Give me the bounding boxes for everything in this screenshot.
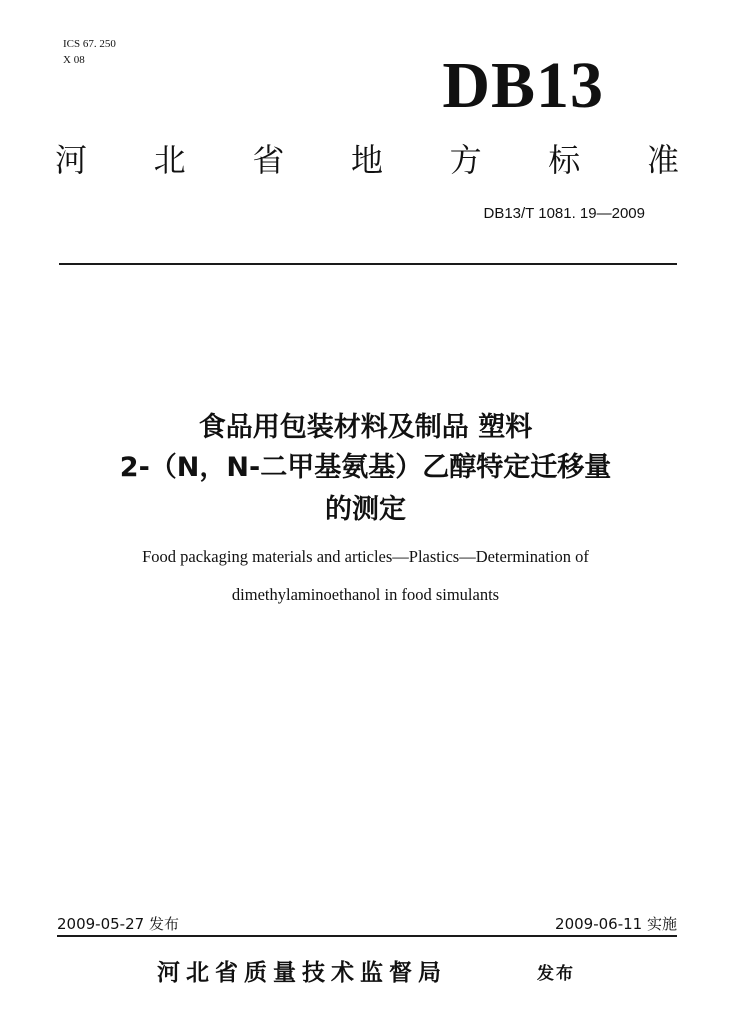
chinese-title-line-1: 食品用包装材料及制品 塑料 [198, 412, 533, 443]
standard-type-char: 北 [153, 141, 186, 179]
standard-type-char: 标 [548, 141, 581, 179]
ics-code: ICS 67. 250 [63, 38, 116, 50]
footer-divider [57, 935, 677, 937]
english-title-line-1: Food packaging materials and articles—Plastics—Determination of [142, 547, 589, 566]
classification-codes [63, 38, 116, 70]
standard-type-char: 省 [252, 141, 285, 179]
english-title-line-2: dimethylaminoethanol in food simulants [231, 585, 500, 604]
chinese-title-line-3: 的测定 [325, 494, 406, 525]
publish-date: 2009-05-27 发布 [57, 915, 179, 933]
issuer-action: 发布 [537, 964, 575, 984]
db-mark: DB13 [442, 49, 604, 122]
standard-number: DB13/T 1081. 19—2009 [483, 205, 645, 222]
standard-type-char: 准 [646, 141, 679, 179]
header-divider [59, 263, 677, 265]
implement-date: 2009-06-11 实施 [555, 915, 677, 933]
category-code: X 08 [63, 54, 85, 66]
standard-type-heading [55, 140, 679, 180]
standard-type-char: 方 [449, 141, 482, 179]
issuing-authority: 河北省质量技术监督局 [157, 960, 447, 986]
standard-type-char: 地 [350, 141, 383, 179]
chinese-title-line-2: 2-（N，N-二甲基氨基）乙醇特定迁移量 [119, 452, 612, 483]
standard-type-char: 河 [55, 141, 88, 179]
